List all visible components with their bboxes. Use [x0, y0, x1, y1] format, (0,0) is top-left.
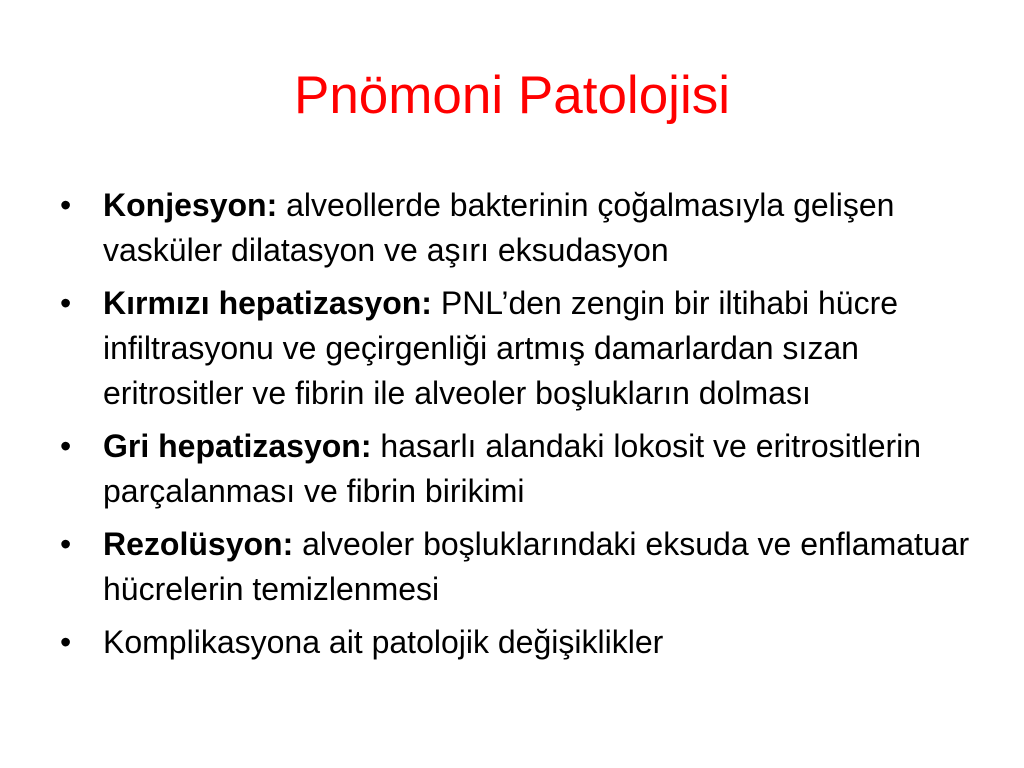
bullet-text: alveoler boşluklarındaki eksuda ve enflamatuar hücrelerin temizlenmesi [103, 526, 970, 607]
bullet-list [58, 183, 978, 673]
bullet-icon: • [60, 285, 72, 321]
slide-title: Pnömoni Patolojisi [293, 66, 730, 125]
bullet-text: alveollerde bakterinin çoğalmasıyla gelişen vasküler dilatasyon ve aşırı eksudasyon [103, 187, 895, 268]
bullet-icon: • [60, 526, 72, 562]
bullet-item-komplikasyon [58, 620, 978, 665]
bullet-term: Gri hepatizasyon: [103, 428, 372, 464]
bullet-item-kirmizi-hepatizasyon [58, 281, 978, 416]
bullet-term: Konjesyon: [103, 187, 278, 223]
bullet-icon: • [60, 624, 72, 660]
bullet-text: PNL’den zengin bir iltihabi hücre infiltrasyonu ve geçirgenliği artmış damarlardan sızan eritrositler ve fibrin ile alveoler boşlukların dolması [103, 285, 899, 411]
bullet-icon: • [60, 187, 72, 223]
bullet-icon: • [60, 428, 72, 464]
bullet-text: Komplikasyona ait patolojik değişiklikler [103, 624, 664, 660]
bullet-item-gri-hepatizasyon [58, 424, 978, 514]
bullet-item-rezolusyon [58, 522, 978, 612]
bullet-term: Rezolüsyon: [103, 526, 294, 562]
bullet-term: Kırmızı hepatizasyon: [103, 285, 432, 321]
bullet-item-konjesyon [58, 183, 978, 273]
bullet-text: hasarlı alandaki lokosit ve eritrositlerin parçalanması ve fibrin birikimi [103, 428, 922, 509]
